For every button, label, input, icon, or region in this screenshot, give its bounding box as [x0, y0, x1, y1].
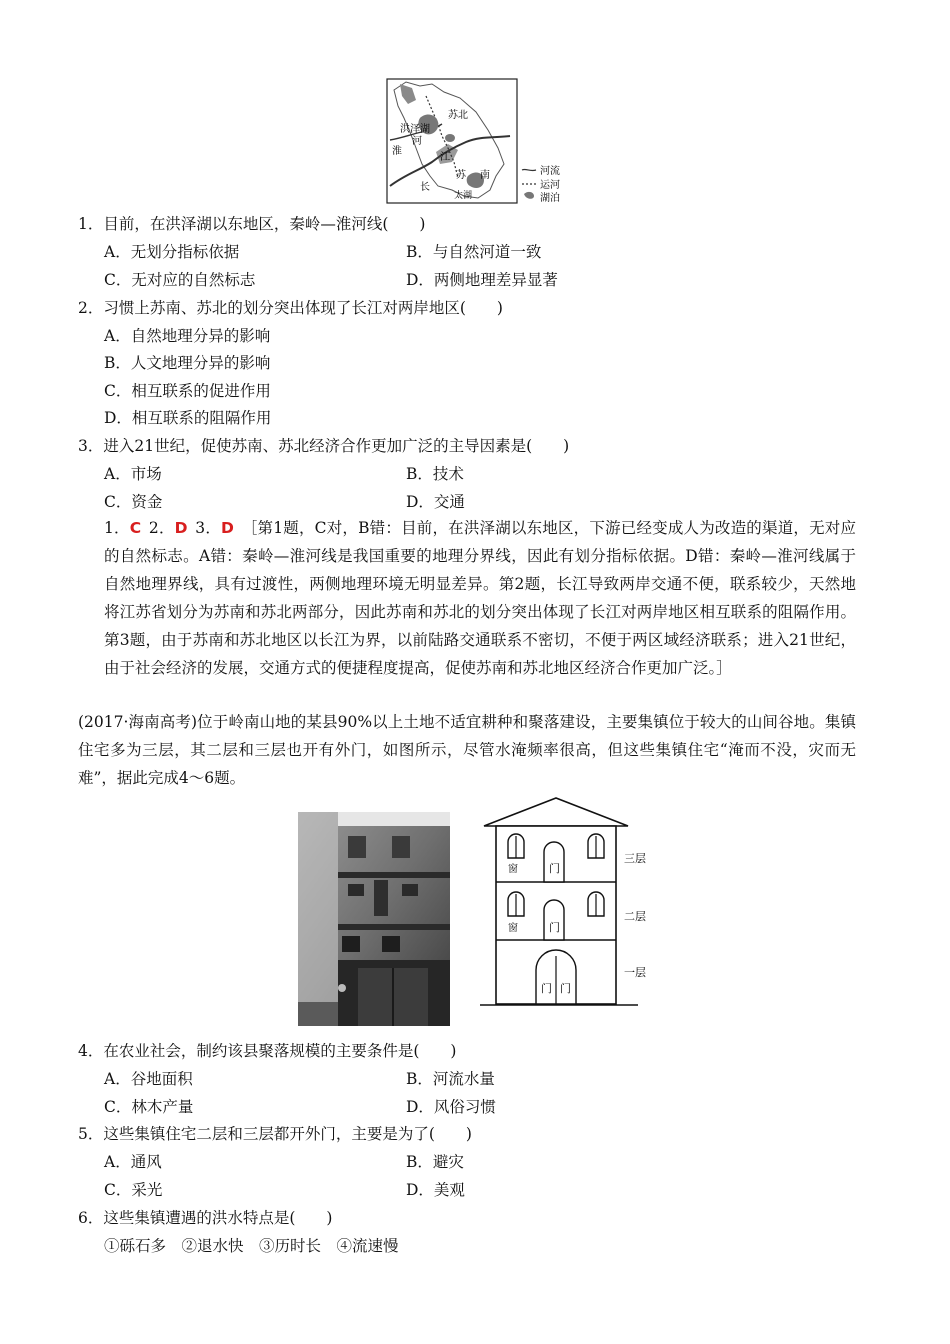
- q5-option-b[interactable]: B．避灾: [406, 1153, 464, 1171]
- q3-option-a[interactable]: A．市场: [104, 465, 162, 483]
- map-label-subei: 苏北: [448, 110, 468, 121]
- map-label-jiang: 江: [440, 152, 450, 163]
- answer-3-num: 3．: [195, 519, 222, 537]
- q1-option-d[interactable]: D．两侧地理差异显著: [406, 271, 558, 289]
- q5-option-a[interactable]: A．通风: [104, 1153, 162, 1171]
- q3-option-d[interactable]: D．交通: [406, 493, 465, 511]
- door-label: 门: [560, 982, 571, 995]
- door-icon: [544, 900, 564, 940]
- answer-2-num: 2．: [148, 519, 175, 537]
- map-label-huai: 淮: [392, 146, 402, 157]
- question-5-stem: 5．这些集镇住宅二层和三层都开外门，主要是为了( ): [78, 1125, 472, 1143]
- answer-explanation-text: ［第1题，C对，B错：目前，在洪泽湖以东地区，下游已经变成人为改造的渠道，无对应的自然标志。A错：秦岭—淮河线是我国重要的地理分界线，因此有划分指标依据。D错：秦岭—淮河线属于自然地理界线，具有过渡性，两侧地理环境无明显差异。第2题，长江导致两岸交通不便，联系较少，天然地将江苏省划分为苏南和苏北两部分，因此苏南和苏北的划分突出体现了长江对两岸地区相互联系的阻隔作用。第3题，由于苏南和苏北地区以长江为界，以前陆路交通联系不密切，不便于两区域经济联系；进入21世纪，由于社会经济的发展，交通方式的便捷程度提高，促使苏南和苏北地区经济合作更加广泛。］: [104, 519, 856, 677]
- building-photo: [298, 812, 450, 1026]
- legend-lake: 湖泊: [540, 193, 560, 204]
- q3-option-c[interactable]: C．资金: [104, 493, 163, 511]
- question-1-stem: 1．目前，在洪泽湖以东地区，秦岭—淮河线( ): [78, 215, 426, 233]
- window-label: 窗: [508, 923, 518, 934]
- river-legend-icon: [522, 169, 536, 170]
- q6-choices[interactable]: ①砾石多 ②退水快 ③历时长 ④流速慢: [104, 1237, 399, 1255]
- q1-option-b[interactable]: B．与自然河道一致: [406, 243, 542, 261]
- map-label-chang: 长: [420, 182, 430, 193]
- answer-explanation-block: [104, 514, 856, 682]
- q5-option-d[interactable]: D．美观: [406, 1181, 465, 1199]
- q4-option-d[interactable]: D．风俗习惯: [406, 1098, 496, 1116]
- question-3-stem: 3．进入21世纪，促使苏南、苏北经济合作更加广泛的主导因素是( ): [78, 437, 570, 455]
- q5-option-c[interactable]: C．采光: [104, 1181, 163, 1199]
- q3-option-b[interactable]: B．技术: [406, 465, 464, 483]
- jiangsu-map: [386, 78, 568, 204]
- legend-canal: 运河: [540, 180, 560, 191]
- map-label-hongze-hu: 洪泽湖: [400, 124, 430, 135]
- q1-option-c[interactable]: C．无对应的自然标志: [104, 271, 256, 289]
- q4-option-b[interactable]: B．河流水量: [406, 1070, 495, 1088]
- floor-1-label: 一层: [624, 966, 646, 979]
- question-6-stem: 6．这些集镇遭遇的洪水特点是( ): [78, 1209, 333, 1227]
- lake-legend-icon: [524, 192, 534, 199]
- q4-option-c[interactable]: C．林木产量: [104, 1098, 194, 1116]
- question-2-stem: 2．习惯上苏南、苏北的划分突出体现了长江对两岸地区( ): [78, 299, 503, 317]
- map-label-nan: 南: [480, 170, 490, 181]
- q2-option-a[interactable]: A．自然地理分异的影响: [104, 327, 271, 345]
- window-label: 窗: [508, 864, 518, 875]
- q2-option-b[interactable]: B．人文地理分异的影响: [104, 354, 271, 372]
- map-label-he: 河: [412, 136, 422, 147]
- house-diagram: [478, 796, 658, 1010]
- question-4-stem: 4．在农业社会，制约该县聚落规模的主要条件是( ): [78, 1042, 457, 1060]
- answer-3: D: [221, 519, 234, 537]
- floor-2-label: 二层: [624, 910, 646, 923]
- answer-1-num: 1．: [104, 519, 130, 537]
- floor-3-label: 三层: [624, 852, 646, 865]
- answer-1: C: [129, 519, 142, 537]
- answer-2: D: [174, 519, 188, 537]
- q1-option-a[interactable]: A．无划分指标依据: [104, 243, 240, 261]
- map-label-taihu: 太湖: [454, 191, 473, 201]
- passage-text: (2017·海南高考)位于岭南山地的某县90%以上土地不适宜耕种和聚落建设，主要集镇位于较大的山间谷地。集镇住宅多为三层，其二层和三层也开有外门，如图所示，尽管水淹频率很高，但这些集镇住宅“淹而不没，灾而无难”，据此完成4～6题。: [78, 713, 856, 787]
- q2-option-d[interactable]: D．相互联系的阻隔作用: [104, 409, 272, 427]
- q4-option-a[interactable]: A．谷地面积: [104, 1070, 193, 1088]
- door-label: 门: [549, 921, 560, 934]
- door-label: 门: [549, 862, 560, 875]
- map-label-su: 苏: [456, 170, 466, 181]
- door-label: 门: [541, 982, 552, 995]
- legend-river: 河流: [540, 166, 560, 177]
- q2-option-c[interactable]: C．相互联系的促进作用: [104, 382, 271, 400]
